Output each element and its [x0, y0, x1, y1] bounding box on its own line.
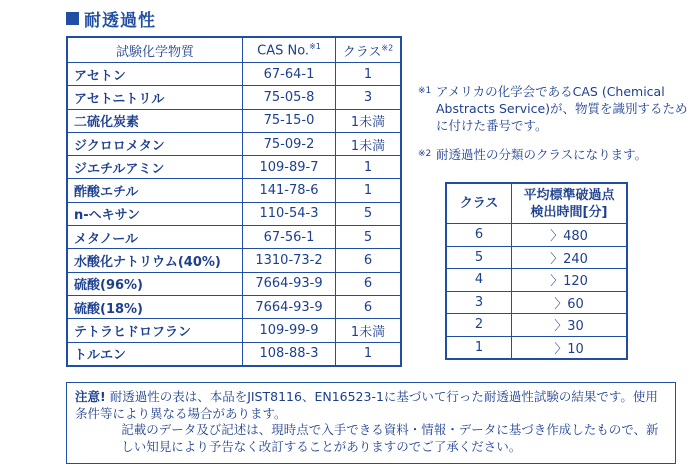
class-table-row: [446, 291, 627, 314]
section-title-block: [66, 6, 156, 30]
cas-cell: 7664-93-9: [243, 272, 336, 295]
footnote-mark: ※2: [418, 149, 432, 159]
class-header: クラス: [446, 183, 512, 224]
table-row: [67, 295, 401, 318]
class-cell: 5: [336, 226, 402, 249]
notice-label: 注意!: [75, 389, 106, 404]
time-header: 平均標準破過点 検出時間[分]: [512, 183, 628, 224]
class-cell: 1未満: [336, 319, 402, 342]
table-row: [67, 249, 401, 272]
class-cell: 1未満: [336, 109, 402, 132]
notice-box: [66, 382, 676, 464]
class-cell: 5: [336, 202, 402, 225]
class-cell: 6: [336, 295, 402, 318]
cas-cell: 108-88-3: [243, 342, 336, 366]
table-row: [67, 86, 401, 109]
notice-line-2: 記載のデータ及び記述は、現時点で入手できる資料・情報・データに基づき作成したもので、新しい知見により予告なく改訂することがありますのでご了承ください。: [121, 422, 659, 454]
notice-paragraph-1: [75, 389, 667, 422]
substance-cell: n-ヘキサン: [67, 202, 243, 225]
class-definition-table: [445, 182, 628, 360]
table-row: [67, 63, 401, 86]
substance-cell: 二硫化炭素: [67, 109, 243, 132]
substance-cell: メタノール: [67, 226, 243, 249]
footnotes: [418, 83, 688, 163]
substance-cell: ジエチルアミン: [67, 156, 243, 179]
footnote-text: アメリカの化学会であるCAS (Chemical Abstracts Service)が、物質を識別するために付けた番号です。: [436, 84, 688, 133]
table-row: [67, 342, 401, 366]
notice-line-1: 耐透過性の表は、本品をJIST8116、EN16523-1に基づいて行った耐透過性試験の結果です。使用条件等により異なる場合があります。: [75, 389, 658, 421]
substance-cell: 硫酸(96%): [67, 272, 243, 295]
class-table-row: [446, 336, 627, 359]
table-row: [67, 272, 401, 295]
class-cell: 6: [336, 272, 402, 295]
substance-cell: テトラヒドロフラン: [67, 319, 243, 342]
class-cell: 1: [336, 63, 402, 86]
substance-cell: アセトニトリル: [67, 86, 243, 109]
header-class: クラス$^{※2}$: [336, 37, 402, 63]
cas-cell: 7664-93-9: [243, 295, 336, 318]
class-cell: 1: [336, 342, 402, 366]
class-value-cell: 5: [446, 246, 512, 269]
substance-cell: 水酸化ナトリウム(40%): [67, 249, 243, 272]
footnote-2: [418, 146, 688, 163]
class-cell: 1: [336, 156, 402, 179]
table-row: [67, 179, 401, 202]
class-note-mark: ※2: [381, 43, 394, 53]
class-table-row: [446, 224, 627, 247]
cas-cell: 75-15-0: [243, 109, 336, 132]
class-value-cell: 6: [446, 224, 512, 247]
permeation-table: [66, 36, 402, 367]
class-value-cell: 4: [446, 269, 512, 292]
class-value-cell: 3: [446, 291, 512, 314]
table-row: [67, 156, 401, 179]
header-substance: 試験化学物質: [67, 37, 243, 63]
class-value-cell: 2: [446, 314, 512, 337]
class-table-header-row: [446, 183, 627, 224]
time-value-cell: 〉120: [512, 269, 628, 292]
cas-cell: 67-64-1: [243, 63, 336, 86]
cas-cell: 109-89-7: [243, 156, 336, 179]
table-row: [67, 109, 401, 132]
cas-cell: 141-78-6: [243, 179, 336, 202]
footnote-1: [418, 83, 688, 134]
cas-cell: 67-56-1: [243, 226, 336, 249]
header-cas: CAS No.$^{※1}$: [243, 37, 336, 63]
table-row: [67, 319, 401, 342]
footnote-mark: ※1: [418, 86, 432, 96]
substance-cell: アセトン: [67, 63, 243, 86]
substance-cell: 酢酸エチル: [67, 179, 243, 202]
cas-cell: 75-09-2: [243, 132, 336, 155]
class-cell: 1未満: [336, 132, 402, 155]
table-header-row: [67, 37, 401, 63]
class-cell: 6: [336, 249, 402, 272]
cas-cell: 110-54-3: [243, 202, 336, 225]
page-title: 耐透過性: [84, 10, 156, 31]
class-table-row: [446, 246, 627, 269]
notice-paragraph-2: [75, 422, 667, 455]
table-row: [67, 132, 401, 155]
class-table-row: [446, 269, 627, 292]
table-row: [67, 226, 401, 249]
cas-cell: 1310-73-2: [243, 249, 336, 272]
substance-cell: ジクロロメタン: [67, 132, 243, 155]
time-value-cell: 〉30: [512, 314, 628, 337]
cas-cell: 75-05-8: [243, 86, 336, 109]
class-cell: 1: [336, 179, 402, 202]
title-square-icon: [66, 12, 79, 25]
class-value-cell: 1: [446, 336, 512, 359]
time-value-cell: 〉10: [512, 336, 628, 359]
footnote-text: 耐透過性の分類のクラスになります。: [436, 147, 648, 162]
cas-cell: 109-99-9: [243, 319, 336, 342]
substance-cell: 硫酸(18%): [67, 295, 243, 318]
class-table-row: [446, 314, 627, 337]
class-cell: 3: [336, 86, 402, 109]
time-value-cell: 〉240: [512, 246, 628, 269]
cas-note-mark: ※1: [309, 41, 321, 51]
time-value-cell: 〉480: [512, 224, 628, 247]
substance-cell: トルエン: [67, 342, 243, 366]
time-value-cell: 〉60: [512, 291, 628, 314]
table-row: [67, 202, 401, 225]
